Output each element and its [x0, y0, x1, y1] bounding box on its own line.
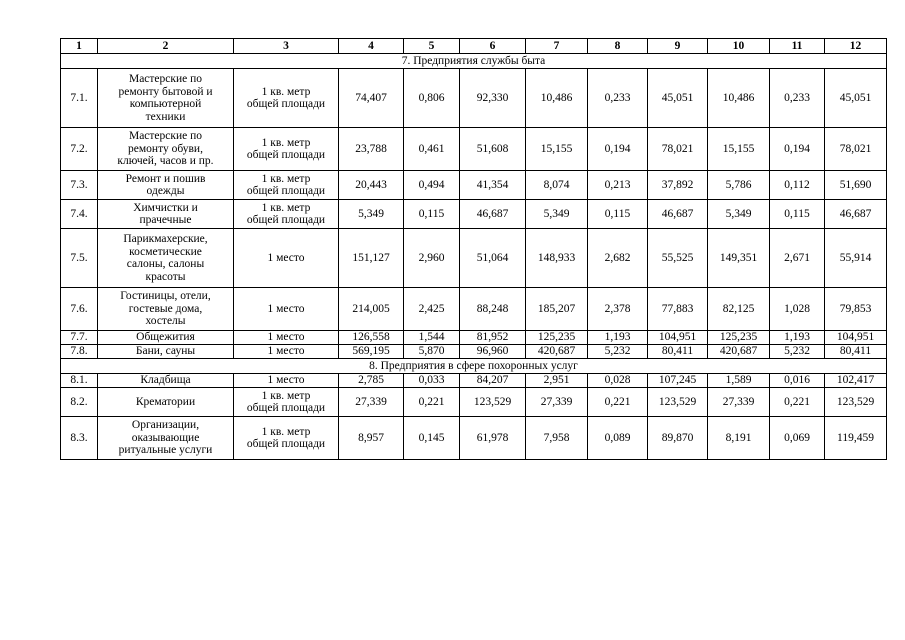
facility-name-line: Ремонт и пошив: [125, 172, 206, 185]
row-number: 8.1.: [61, 374, 98, 388]
facility-name: [98, 288, 234, 331]
value-cell: 80,411: [648, 345, 708, 359]
value-cell: 149,351: [708, 229, 770, 288]
value-cell: 104,951: [648, 331, 708, 345]
value-cell: 7,958: [526, 417, 588, 460]
value-cell: 23,788: [339, 128, 404, 171]
unit-line: 1 кв. метр: [261, 85, 311, 98]
value-cell: 0,115: [588, 200, 648, 229]
unit-line: общей площади: [246, 185, 326, 197]
unit-line: 1 место: [267, 345, 305, 358]
value-cell: 0,069: [770, 417, 825, 460]
value-cell: 10,486: [708, 69, 770, 128]
row-number: 8.3.: [61, 417, 98, 460]
value-cell: 1,589: [708, 374, 770, 388]
unit-of-measure: [234, 417, 339, 460]
table-row: [61, 229, 887, 288]
value-cell: 119,459: [825, 417, 887, 460]
value-cell: 420,687: [526, 345, 588, 359]
value-cell: 5,232: [588, 345, 648, 359]
unit-of-measure: [234, 200, 339, 229]
unit-of-measure: [234, 171, 339, 200]
facility-name: [98, 417, 234, 460]
column-number-2: 2: [98, 39, 234, 54]
unit-line: 1 место: [267, 302, 305, 315]
value-cell: 5,786: [708, 171, 770, 200]
value-cell: 2,951: [526, 374, 588, 388]
column-number-6: 6: [460, 39, 526, 54]
column-number-12: 12: [825, 39, 887, 54]
unit-of-measure: [234, 229, 339, 288]
row-number: 7.7.: [61, 331, 98, 345]
unit-of-measure: [234, 331, 339, 345]
value-cell: 0,806: [404, 69, 460, 128]
row-number: 7.2.: [61, 128, 98, 171]
value-cell: 10,486: [526, 69, 588, 128]
value-cell: 125,235: [708, 331, 770, 345]
value-cell: 107,245: [648, 374, 708, 388]
section-title: 8. Предприятия в сфере похоронных услуг: [61, 359, 887, 374]
facility-name-line: Парикмахерские,: [123, 233, 208, 245]
normatives-table: [60, 38, 887, 460]
table-row: [61, 128, 887, 171]
value-cell: 51,064: [460, 229, 526, 288]
value-cell: 45,051: [825, 69, 887, 128]
facility-name-line: красоты: [145, 270, 186, 283]
value-cell: 148,933: [526, 229, 588, 288]
value-cell: 2,378: [588, 288, 648, 331]
facility-name-line: оказывающие: [131, 431, 200, 444]
unit-line: 1 место: [267, 251, 305, 264]
value-cell: 80,411: [825, 345, 887, 359]
facility-name-line: компьютерной: [129, 98, 202, 110]
unit-line: 1 место: [267, 331, 305, 344]
column-number-7: 7: [526, 39, 588, 54]
value-cell: 8,191: [708, 417, 770, 460]
unit-line: 1 кв. метр: [261, 136, 311, 149]
table-row: [61, 331, 887, 345]
value-cell: 0,115: [404, 200, 460, 229]
unit-of-measure: [234, 345, 339, 359]
value-cell: 51,608: [460, 128, 526, 171]
facility-name: [98, 200, 234, 229]
row-number: 7.6.: [61, 288, 98, 331]
value-cell: 0,016: [770, 374, 825, 388]
facility-name: [98, 69, 234, 128]
value-cell: 78,021: [648, 128, 708, 171]
facility-name-line: ключей, часов и пр.: [117, 155, 214, 168]
value-cell: 46,687: [825, 200, 887, 229]
value-cell: 37,892: [648, 171, 708, 200]
value-cell: 2,671: [770, 229, 825, 288]
value-cell: 0,221: [588, 388, 648, 417]
value-cell: 0,213: [588, 171, 648, 200]
value-cell: 0,028: [588, 374, 648, 388]
section-heading-row: [61, 359, 887, 374]
section-heading-row: [61, 54, 887, 69]
value-cell: 45,051: [648, 69, 708, 128]
value-cell: 0,221: [770, 388, 825, 417]
facility-name: [98, 128, 234, 171]
value-cell: 84,207: [460, 374, 526, 388]
unit-of-measure: [234, 69, 339, 128]
value-cell: 77,883: [648, 288, 708, 331]
value-cell: 74,407: [339, 69, 404, 128]
unit-line: общей площади: [246, 98, 326, 110]
value-cell: 27,339: [339, 388, 404, 417]
facility-name-line: Мастерские по: [128, 73, 203, 85]
value-cell: 5,349: [339, 200, 404, 229]
value-cell: 5,349: [526, 200, 588, 229]
column-number-9: 9: [648, 39, 708, 54]
unit-line: 1 кв. метр: [261, 172, 311, 185]
facility-name-line: косметические: [129, 245, 202, 258]
value-cell: 27,339: [708, 388, 770, 417]
facility-name-line: Общежития: [136, 331, 195, 344]
facility-name-line: Гостиницы, отели,: [120, 290, 211, 303]
facility-name: [98, 374, 234, 388]
value-cell: 0,089: [588, 417, 648, 460]
value-cell: 1,544: [404, 331, 460, 345]
table-row: [61, 388, 887, 417]
value-cell: 123,529: [460, 388, 526, 417]
table-row: [61, 345, 887, 359]
column-number-1: 1: [61, 39, 98, 54]
value-cell: 51,690: [825, 171, 887, 200]
value-cell: 0,494: [404, 171, 460, 200]
unit-line: общей площади: [246, 149, 326, 161]
value-cell: 78,021: [825, 128, 887, 171]
value-cell: 0,115: [770, 200, 825, 229]
value-cell: 5,349: [708, 200, 770, 229]
row-number: 7.3.: [61, 171, 98, 200]
column-number-3: 3: [234, 39, 339, 54]
value-cell: 8,074: [526, 171, 588, 200]
value-cell: 46,687: [648, 200, 708, 229]
facility-name-line: Мастерские по: [128, 130, 203, 143]
column-number-11: 11: [770, 39, 825, 54]
unit-line: общей площади: [246, 402, 326, 414]
column-number-5: 5: [404, 39, 460, 54]
column-number-8: 8: [588, 39, 648, 54]
value-cell: 0,145: [404, 417, 460, 460]
facility-name: [98, 171, 234, 200]
table-row: [61, 374, 887, 388]
value-cell: 82,125: [708, 288, 770, 331]
value-cell: 151,127: [339, 229, 404, 288]
row-number: 8.2.: [61, 388, 98, 417]
value-cell: 5,232: [770, 345, 825, 359]
unit-line: 1 кв. метр: [261, 425, 311, 438]
unit-of-measure: [234, 288, 339, 331]
facility-name-line: прачечные: [139, 214, 192, 226]
value-cell: 125,235: [526, 331, 588, 345]
table-body: [61, 54, 887, 460]
value-cell: 0,194: [588, 128, 648, 171]
table-row: [61, 288, 887, 331]
facility-name-line: салоны, салоны: [126, 258, 205, 270]
value-cell: 2,682: [588, 229, 648, 288]
unit-of-measure: [234, 388, 339, 417]
value-cell: 420,687: [708, 345, 770, 359]
unit-line: общей площади: [246, 438, 326, 450]
value-cell: 0,221: [404, 388, 460, 417]
facility-name: [98, 229, 234, 288]
row-number: 7.8.: [61, 345, 98, 359]
value-cell: 55,525: [648, 229, 708, 288]
facility-name: [98, 345, 234, 359]
value-cell: 15,155: [526, 128, 588, 171]
unit-line: общей площади: [246, 214, 326, 226]
value-cell: 0,112: [770, 171, 825, 200]
column-number-4: 4: [339, 39, 404, 54]
value-cell: 79,853: [825, 288, 887, 331]
value-cell: 20,443: [339, 171, 404, 200]
section-title: 7. Предприятия службы быта: [61, 54, 887, 69]
unit-of-measure: [234, 128, 339, 171]
row-number: 7.4.: [61, 200, 98, 229]
value-cell: 61,978: [460, 417, 526, 460]
value-cell: 2,960: [404, 229, 460, 288]
value-cell: 15,155: [708, 128, 770, 171]
value-cell: 123,529: [648, 388, 708, 417]
facility-name-line: техники: [145, 110, 186, 123]
unit-line: 1 кв. метр: [261, 201, 311, 214]
value-cell: 0,233: [770, 69, 825, 128]
value-cell: 104,951: [825, 331, 887, 345]
value-cell: 1,028: [770, 288, 825, 331]
facility-name-line: Организации,: [131, 419, 200, 432]
facility-name-line: Химчистки и: [133, 201, 198, 214]
value-cell: 126,558: [339, 331, 404, 345]
facility-name: [98, 388, 234, 417]
facility-name-line: Бани, сауны: [135, 345, 196, 358]
facility-name-line: ритуальные услуги: [118, 444, 213, 457]
value-cell: 185,207: [526, 288, 588, 331]
unit-of-measure: [234, 374, 339, 388]
value-cell: 55,914: [825, 229, 887, 288]
value-cell: 1,193: [588, 331, 648, 345]
unit-line: 1 кв. метр: [261, 389, 311, 402]
row-number: 7.1.: [61, 69, 98, 128]
column-number-10: 10: [708, 39, 770, 54]
table-row: [61, 417, 887, 460]
value-cell: 2,425: [404, 288, 460, 331]
row-number: 7.5.: [61, 229, 98, 288]
facility-name-line: ремонту бытовой и: [118, 85, 213, 98]
facility-name-line: хостелы: [145, 315, 186, 328]
value-cell: 41,354: [460, 171, 526, 200]
value-cell: 123,529: [825, 388, 887, 417]
facility-name-line: Кладбища: [140, 374, 191, 387]
value-cell: 46,687: [460, 200, 526, 229]
value-cell: 5,870: [404, 345, 460, 359]
facility-name-line: одежды: [146, 185, 185, 197]
value-cell: 81,952: [460, 331, 526, 345]
value-cell: 96,960: [460, 345, 526, 359]
facility-name-line: Крематории: [135, 395, 196, 408]
value-cell: 569,195: [339, 345, 404, 359]
value-cell: 92,330: [460, 69, 526, 128]
facility-name-line: гостевые дома,: [128, 302, 203, 315]
column-number-header-row: [61, 39, 887, 54]
facility-name-line: ремонту обуви,: [128, 142, 203, 155]
value-cell: 0,461: [404, 128, 460, 171]
value-cell: 0,033: [404, 374, 460, 388]
value-cell: 0,194: [770, 128, 825, 171]
unit-line: 1 место: [267, 374, 305, 387]
value-cell: 214,005: [339, 288, 404, 331]
value-cell: 0,233: [588, 69, 648, 128]
value-cell: 1,193: [770, 331, 825, 345]
value-cell: 8,957: [339, 417, 404, 460]
value-cell: 102,417: [825, 374, 887, 388]
value-cell: 88,248: [460, 288, 526, 331]
value-cell: 27,339: [526, 388, 588, 417]
table-row: [61, 69, 887, 128]
value-cell: 89,870: [648, 417, 708, 460]
facility-name: [98, 331, 234, 345]
value-cell: 2,785: [339, 374, 404, 388]
table-row: [61, 171, 887, 200]
table-row: [61, 200, 887, 229]
